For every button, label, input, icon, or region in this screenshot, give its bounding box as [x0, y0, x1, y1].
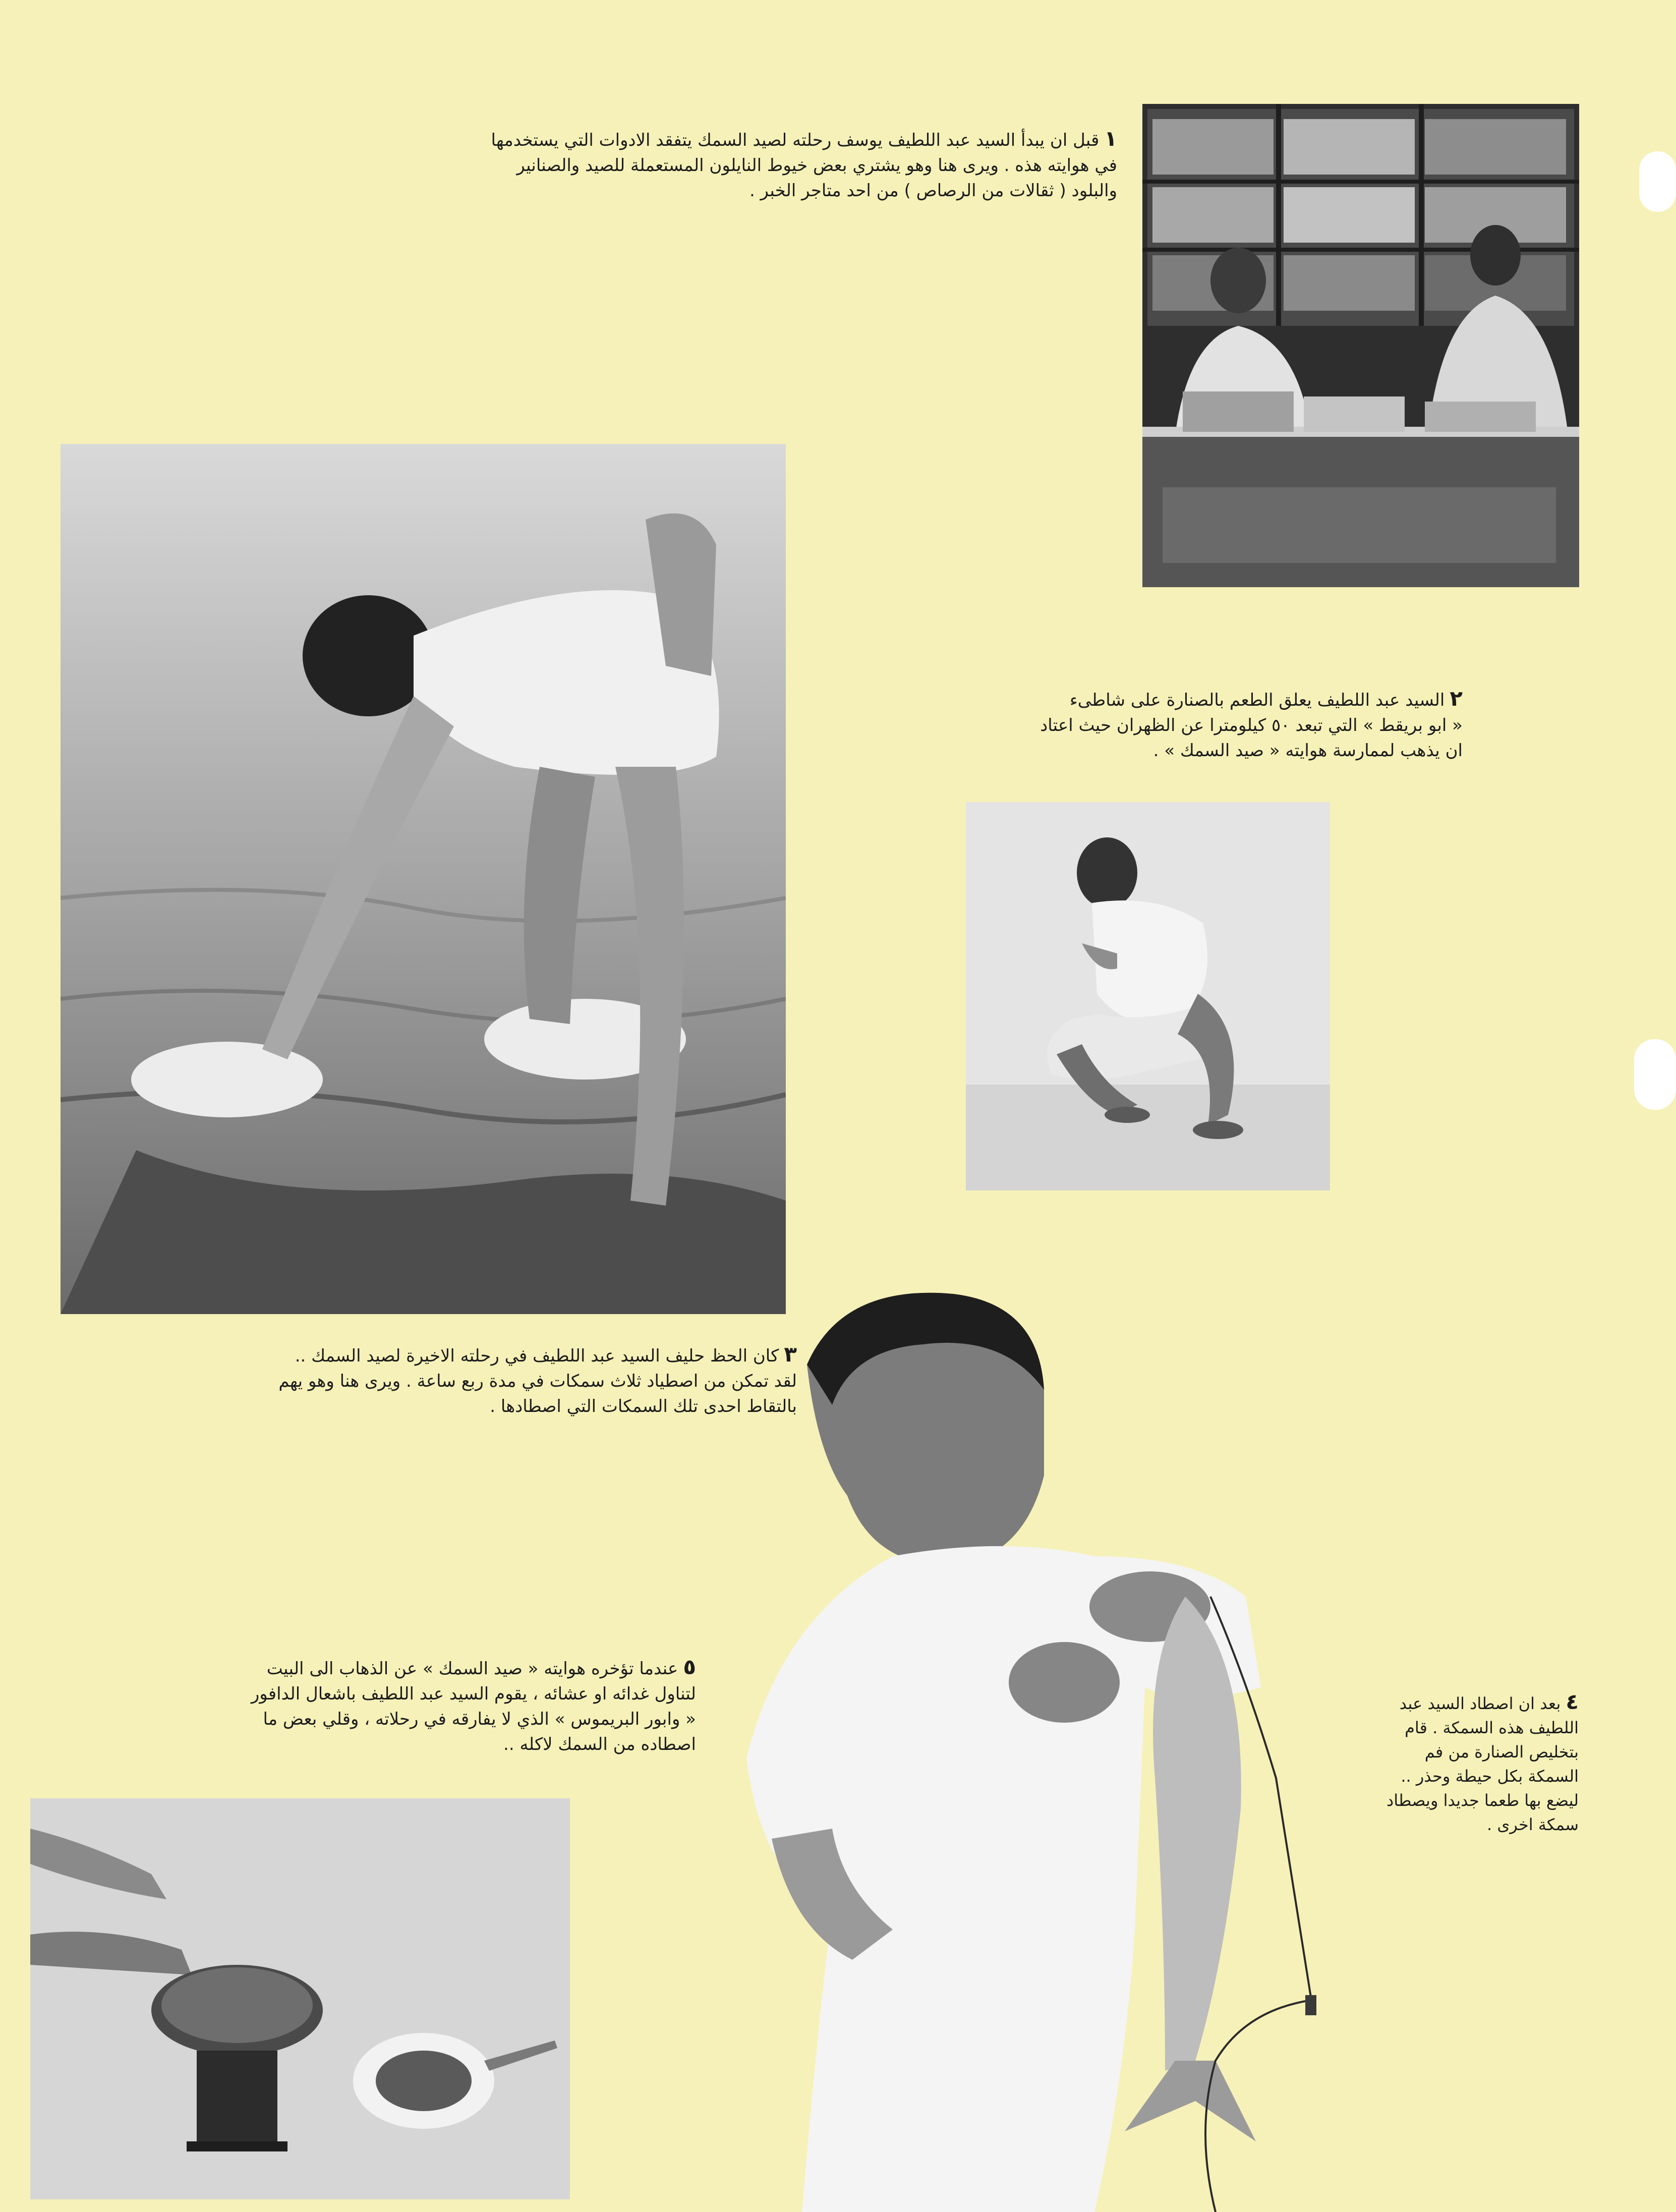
- caption-4: [1311, 1690, 1579, 1851]
- caption-5-line-2: لتناول غدائه او عشائه ، يقوم السيد عبد اللطيف باشعال الدافور: [251, 1684, 696, 1704]
- caption-3-line-2: لقد تمكن من اصطياد ثلاث سمكات في مدة ربع ساعة . ويرى هنا وهو يهم: [278, 1371, 797, 1391]
- photo-shop-interior: [1142, 104, 1579, 587]
- caption-3-line-1: كان الحظ حليف السيد عبد اللطيف في رحلته الاخيرة لصيد السمك ..: [295, 1346, 779, 1366]
- caption-3-line-3: بالتقاط احدى تلك السمكات التي اصطادها .: [490, 1396, 797, 1416]
- caption-2: [827, 686, 1463, 772]
- page-edge-mark-middle: [1634, 1039, 1676, 1110]
- caption-1-line-2: في هوايته هذه . ويرى هنا وهو يشتري بعض خيوط النايلون المستعملة للصيد والصنانير: [516, 155, 1117, 176]
- caption-4-line-6: سمكة اخرى .: [1486, 1815, 1579, 1834]
- squatting-scene-illustration: [966, 802, 1330, 1190]
- water-scene-illustration: [61, 444, 786, 1314]
- caption-5-line-1: عندما تؤخره هوايته « صيد السمك » عن الذهاب الى البيت: [266, 1659, 678, 1679]
- caption-4-number: ٤: [1566, 1690, 1579, 1714]
- caption-2-line-3: ان يذهب لممارسة هوايته « صيد السمك » .: [1153, 741, 1463, 761]
- photo-man-squatting: [966, 802, 1330, 1190]
- caption-1-line-1: قبل ان يبدأ السيد عبد اللطيف يوسف رحلته لصيد السمك يتفقد الادوات التي يستخدمها: [491, 130, 1100, 150]
- caption-5-line-3: « وابور البريموس » الذي لا يفارقه في رحلاته ، وقلي بعض ما: [263, 1709, 696, 1729]
- caption-2-line-1: السيد عبد اللطيف يعلق الطعم بالصنارة على شاطىء: [1069, 690, 1445, 710]
- caption-4-line-4: السمكة بكل حيطة وحذر ..: [1401, 1767, 1579, 1786]
- shop-scene-illustration: [1142, 104, 1579, 587]
- caption-1: [171, 126, 1117, 212]
- caption-2-line-2: « ابو بريقط » التي تبعد ٥٠ كيلومترا عن الظهران حيث اعتاد: [1040, 715, 1463, 735]
- caption-2-number: ٢: [1450, 686, 1463, 711]
- cooking-scene-illustration: [30, 1798, 570, 2199]
- caption-3-number: ٣: [784, 1342, 797, 1367]
- caption-5-line-4: اصطاده من السمك لاكله ..: [503, 1734, 696, 1754]
- photo-cooking-stove: [30, 1798, 570, 2199]
- caption-3: [30, 1342, 797, 1428]
- caption-4-line-1: بعد ان اصطاد السيد عبد: [1399, 1694, 1561, 1713]
- caption-1-number: ١: [1104, 126, 1117, 151]
- caption-4-line-2: اللطيف هذه السمكة . قام: [1405, 1718, 1579, 1737]
- page-edge-mark-top: [1639, 151, 1676, 212]
- caption-5-number: ٥: [683, 1655, 696, 1679]
- caption-4-line-5: ليضع بها طعما جديدا ويصطاد: [1386, 1791, 1579, 1810]
- photo-man-at-water: [61, 444, 786, 1314]
- caption-4-line-3: بتخليص الصنارة من فم: [1424, 1742, 1579, 1762]
- caption-5: [30, 1655, 696, 1766]
- caption-1-line-3: والبلود ( ثقالات من الرصاص ) من احد متاجر الخبر .: [749, 181, 1117, 201]
